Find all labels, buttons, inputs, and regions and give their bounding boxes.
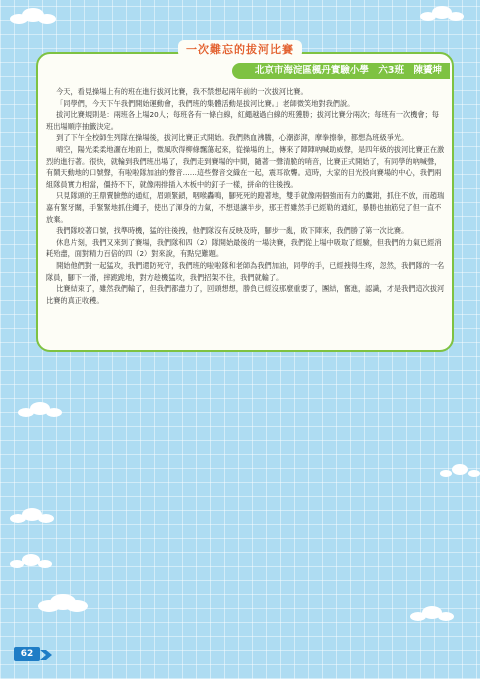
- paragraph: 休息片刻，我們又來到了賽場，我們隊和四（2）隊開始最後的一場決賽，我們從上場中吸取了經驗，但我們的力氣已經消耗殆盡，面對精力百倍的四（2）對來說，有點兒難題。: [46, 237, 442, 259]
- author-byline: 北京市海淀區楓丹實驗小學 六3班 陳贇坤: [232, 63, 450, 79]
- paragraph: 到了下午全校師生列隊在操場後，拔河比賽正式開始。我們熱血沸騰，心潮澎湃，摩拳擦拳，都想為班級爭光。: [56, 133, 409, 143]
- page-number: 62: [14, 647, 40, 661]
- article-body: [46, 86, 446, 306]
- cloud-decoration: [440, 470, 452, 477]
- cloud-decoration: [10, 560, 24, 568]
- arrow-decoration-icon: [40, 650, 52, 660]
- cloud-decoration: [18, 408, 34, 417]
- paragraph: 開始他們對一起猛攻，我們還防死守，我們班的啦啦隊和老師為我們加油，同學的手，已經拽得生疼，忽然，我們隊的一名隊員，腳下一滑，摔跪跪地，對方趁機猛攻，我們招架不住，我們就輸了。: [46, 260, 445, 282]
- paragraph: 拔河比賽規則是：兩班各上場20人；每班各有一條白線，紅繩越過白線的班獲勝；拔河比賽分兩次；每班有一次機會；每班出場順序抽籤決定。: [46, 110, 439, 131]
- paragraph: 今天，看見操場上有的班在進行拔河比賽，我不禁想起兩年前的一次拔河比賽。: [56, 87, 308, 96]
- cloud-decoration: [10, 514, 26, 523]
- paragraph: 「同學們，今天下午我們開始運動會，我們班的集體活動是拔河比賽。」老師微笑地對我們說。: [56, 98, 355, 108]
- cloud-decoration: [38, 600, 60, 612]
- paragraph: 晴空，陽光柔柔地灑在地面上，微風吹得柳條飄蕩起來，從操場的上，傳來了陣陣吶喊助威聲，是四年級的拔河比賽正在激烈的進行著。很快，就輪到我們班出場了，我們走到賽場的中間，隨著一聲清脆的哨音，比賽正式開始了，有同學的吶喊聲，有鬧天動地的口號聲，有啦啦隊加油的聲音……這些聲音交織在一起，震耳欲聾。這時，大家的目光投向賽場的中心，我們兩組隊員實力相當，僵持不下，就像兩排插入木板中的釘子一樣，拼命的往後拽。: [46, 144, 445, 189]
- article-title: 一次難忘的拔河比賽: [178, 40, 302, 58]
- cloud-decoration: [10, 14, 28, 24]
- cloud-decoration: [420, 12, 436, 21]
- paragraph: 只見隊頭的王鼎賣臉憋的通紅，眉頭緊鎖，咽喉轟鳴，腳死死的蹬著地，雙手就像兩個強而有力的鷹鉗，抓住不放，而趙瑞嘉有緊牙關，手緊緊地抓住繩子，使出了渾身的力氣，不想退讓半步，那王哲雖然手已經勒的通紅，暴勝也抽筋兒了但一直不放棄。: [46, 191, 445, 224]
- cloud-decoration: [410, 612, 426, 621]
- paragraph: 我們隊咬著口號，找準時機，猛的往後拽，他們隊沒有反映及時，腳步一亂，敗下陣來，我們勝了第一次比賽。: [56, 226, 409, 236]
- title-bar: [0, 38, 480, 58]
- paragraph: 比賽結束了，雖然我們輸了，但我們都盡力了，回頭想想，勝負已經沒那麼重要了，團結，奮進，認識，才是我們這次拔河比賽的真正收穫。: [46, 284, 445, 305]
